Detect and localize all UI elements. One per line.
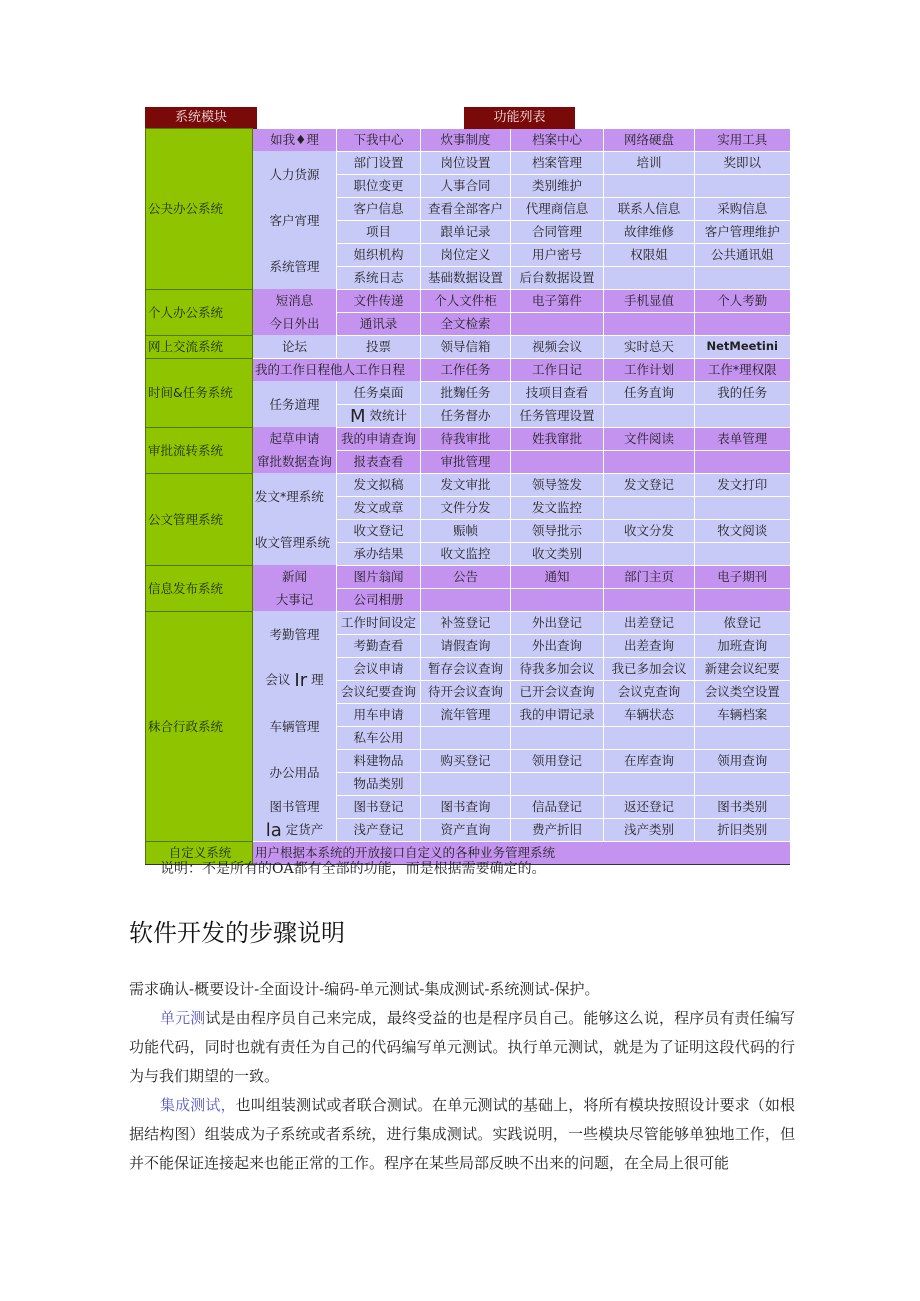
function-cell: 在库查询 (604, 749, 695, 772)
function-cell: 新建会议纪要 (695, 657, 790, 680)
oa-function-table (145, 128, 790, 865)
function-cell: 故律维修 (604, 220, 695, 243)
function-cell: 个人考勤 (695, 289, 790, 312)
sub-module-cell: 论坛 (253, 335, 337, 358)
function-cell: 通讯录 (337, 312, 421, 335)
function-cell: 浅产登记 (337, 818, 421, 841)
sub-module-attendance: 考勤管理 (253, 611, 337, 657)
function-cell: 用户密号 (511, 243, 604, 266)
function-cell (604, 404, 695, 427)
sub-module-task: 任务道理 (253, 381, 337, 427)
function-cell: 个人文件柜 (421, 289, 511, 312)
function-cell: 资产直询 (421, 818, 511, 841)
table-row (146, 289, 790, 312)
function-cell: 批麴任务 (421, 381, 511, 404)
function-cell: 购买登记 (421, 749, 511, 772)
function-cell: 收文监控 (421, 542, 511, 565)
function-cell (604, 312, 695, 335)
function-cell (511, 726, 604, 749)
table-row (146, 611, 790, 634)
function-cell: 奖即以 (695, 151, 790, 174)
function-cell: 实用工具 (695, 129, 790, 152)
table-row (146, 335, 790, 358)
function-cell: 代理商信息 (511, 197, 604, 220)
steps-paragraph: 需求确认-概要设计-全面设计-编码-单元测试-集成测试-系统测试-保护。 (129, 980, 600, 998)
function-cell (695, 542, 790, 565)
unit-test-term: 单元测 (160, 1009, 206, 1027)
function-cell: 发文监控 (511, 496, 604, 519)
function-cell: 电子期刊 (695, 565, 790, 588)
sub-module-books: 图书管理 (253, 795, 337, 818)
function-cell (511, 772, 604, 795)
function-cell (695, 404, 790, 427)
function-cell: 领用查询 (695, 749, 790, 772)
table-row (146, 565, 790, 588)
function-cell (421, 726, 511, 749)
function-cell: 工作计划 (604, 358, 695, 381)
function-cell: 姓我窜批 (511, 427, 604, 450)
sub-module-cell: 起草申请 (253, 427, 337, 450)
function-cell: 跟单记录 (421, 220, 511, 243)
function-cell (695, 588, 790, 611)
sub-module-cell: 短消息 (253, 289, 337, 312)
function-cell: 系统日志 (337, 266, 421, 289)
function-cell (511, 450, 604, 473)
sub-module-supplies: 办公用品 (253, 749, 337, 795)
function-cell: 人事合同 (421, 174, 511, 197)
function-cell: 下我中心 (337, 129, 421, 152)
function-cell: 我的任务 (695, 381, 790, 404)
function-cell: 发文或章 (337, 496, 421, 519)
function-cell: 考勤查看 (337, 634, 421, 657)
function-cell: 工作任务 (421, 358, 511, 381)
function-cell: 发文拟稿 (337, 473, 421, 496)
function-cell: 待开会议查询 (421, 680, 511, 703)
table-row (146, 358, 790, 381)
function-cell: 收文类别 (511, 542, 604, 565)
function-cell: 姐织机构 (337, 243, 421, 266)
sub-module-cell: 如我♦理 (253, 129, 337, 152)
function-cell (604, 588, 695, 611)
sub-module-cell: 大事记 (253, 588, 337, 611)
function-cell: 发文审批 (421, 473, 511, 496)
function-cell: 档案中心 (511, 129, 604, 152)
function-cell (695, 772, 790, 795)
module-header: 系统模块 (145, 107, 257, 129)
function-cell: 车辆档案 (695, 703, 790, 726)
function-cell (604, 542, 695, 565)
function-cell: 私车公用 (337, 726, 421, 749)
function-cell: 采购信息 (695, 197, 790, 220)
function-cell: 会议类空设置 (695, 680, 790, 703)
function-cell: NetMeetini (695, 335, 790, 358)
function-cell: 电子第件 (511, 289, 604, 312)
function-cell: 任务督办 (421, 404, 511, 427)
section-heading: 软件开发的步骤说明 (129, 919, 345, 947)
function-cell: 暂存会议查询 (421, 657, 511, 680)
function-cell: 会议申请 (337, 657, 421, 680)
function-cell: 权限姐 (604, 243, 695, 266)
function-cell: 查看全部客户 (421, 197, 511, 220)
function-cell: 手机显值 (604, 289, 695, 312)
function-cell: 全文检索 (421, 312, 511, 335)
system-cell-approval: 审批流转系统 (146, 427, 253, 473)
function-cell: 图片翁闻 (337, 565, 421, 588)
function-cell: 我已多加会议 (604, 657, 695, 680)
function-cell: 公告 (421, 565, 511, 588)
function-cell (604, 450, 695, 473)
function-cell: 基础数据设置 (421, 266, 511, 289)
function-cell: 费产折旧 (511, 818, 604, 841)
sub-module-cell: 窜批数据查询 (253, 450, 337, 473)
function-cell: 图书查询 (421, 795, 511, 818)
function-cell (695, 496, 790, 519)
glyph-ir: Ir (294, 670, 308, 691)
sub-module-hr: 人力货源 (253, 151, 337, 197)
function-cell: 发文打印 (695, 473, 790, 496)
function-cell (604, 174, 695, 197)
function-cell: 领导批示 (511, 519, 604, 542)
function-cell: 外出登记 (511, 611, 604, 634)
system-cell-public-office: 公夬办公系统 (146, 129, 253, 290)
function-cell: 岗位定义 (421, 243, 511, 266)
function-cell (511, 588, 604, 611)
function-cell: 我的申谓记录 (511, 703, 604, 726)
function-cell: 培训 (604, 151, 695, 174)
function-cell: 部门主页 (604, 565, 695, 588)
function-cell: 领导信箱 (421, 335, 511, 358)
function-cell: 客户管理维护 (695, 220, 790, 243)
function-cell: 会议纪要查询 (337, 680, 421, 703)
function-cell: 部门设置 (337, 151, 421, 174)
sub-module-cell: 今日外出 (253, 312, 337, 335)
function-cell: 图书类别 (695, 795, 790, 818)
table-row (146, 473, 790, 496)
integration-test-paragraph: 集成测试，也叫组装测试或者联合测试。在单元测试的基础上，将所有模块按照设计要求（如根据结构图）组装成为子系统或者系统，进行集成测试。实践说明，一些模块尽管能够单独地工作，但并不能保证连接起来也能正常的工作。程序在某些局部反映不出来的问题，在全局上很可能 (129, 1096, 795, 1172)
function-cell: 外出查询 (511, 634, 604, 657)
function-cell: 工作时间设定 (337, 611, 421, 634)
function-cell: 收文登记 (337, 519, 421, 542)
custom-system-description: 用户根据本系统的开放接口自定义的各种业务管理系统 (253, 841, 790, 864)
function-cell: 任务桌面 (337, 381, 421, 404)
function-cell: 工作*理权限 (695, 358, 790, 381)
function-cell (604, 496, 695, 519)
glyph-m: M (349, 405, 366, 427)
function-cell: 出差查询 (604, 634, 695, 657)
function-cell: 后台数据设置 (511, 266, 604, 289)
sub-module-system-admin: 系统管理 (253, 243, 337, 289)
function-cell: 车辆状态 (604, 703, 695, 726)
function-cell: 投票 (337, 335, 421, 358)
function-cell: 通知 (511, 565, 604, 588)
function-cell: 档案管理 (511, 151, 604, 174)
function-cell: 赈帧 (421, 519, 511, 542)
function-cell: 发文登记 (604, 473, 695, 496)
function-cell: 审批管理 (421, 450, 511, 473)
function-cell (604, 726, 695, 749)
function-cell: 待我多加会议 (511, 657, 604, 680)
function-cell: 合同管理 (511, 220, 604, 243)
sub-module-receive: 收文管理系统 (253, 519, 337, 565)
table-row (146, 427, 790, 450)
sub-module-customer: 客户宵理 (253, 197, 337, 243)
function-cell: 料建物品 (337, 749, 421, 772)
function-cell: 用车申请 (337, 703, 421, 726)
function-cell: 补签登记 (421, 611, 511, 634)
function-cell: 公司相册 (337, 588, 421, 611)
function-cell: 浅产类别 (604, 818, 695, 841)
function-cell (511, 312, 604, 335)
function-cell (604, 266, 695, 289)
function-cell: 返还登记 (604, 795, 695, 818)
function-cell (695, 174, 790, 197)
function-cell: 收文分发 (604, 519, 695, 542)
function-cell: 任务直询 (604, 381, 695, 404)
function-cell: 会议克查询 (604, 680, 695, 703)
function-cell: M 效统计 (337, 404, 421, 427)
system-cell-info-publish: 信息发布系统 (146, 565, 253, 611)
function-cell: 牧文阅谈 (695, 519, 790, 542)
sub-module-schedule: 我的工作日程他人工作日程 (253, 358, 421, 381)
function-cell: 文件分发 (421, 496, 511, 519)
system-cell-time-task: 时间&任务系统 (146, 358, 253, 427)
function-cell: 工作日记 (511, 358, 604, 381)
function-cell: 实时总天 (604, 335, 695, 358)
sub-module-assets: la 定货产 (253, 818, 337, 841)
function-cell: 图书登记 (337, 795, 421, 818)
table-row (146, 129, 790, 152)
function-cell: 报表查看 (337, 450, 421, 473)
system-cell-online-exchange: 网上交流系统 (146, 335, 253, 358)
function-cell: 文件传递 (337, 289, 421, 312)
function-cell: 任务管理设置 (511, 404, 604, 427)
function-cell: 加班查询 (695, 634, 790, 657)
function-cell: 技项目查看 (511, 381, 604, 404)
function-cell: 我的申请查询 (337, 427, 421, 450)
function-cell: 联系人信息 (604, 197, 695, 220)
function-list-header: 功能列表 (464, 107, 575, 129)
integration-test-term: 集成测试， (160, 1096, 236, 1114)
function-cell (604, 772, 695, 795)
function-cell: 炊事制度 (421, 129, 511, 152)
function-cell: 待我审批 (421, 427, 511, 450)
function-cell (695, 266, 790, 289)
table-note: 说明：不是所有的OA都有全部的功能，而是根据需要确定的。 (160, 861, 546, 877)
function-cell: 领用登记 (511, 749, 604, 772)
function-cell: 领导签发 (511, 473, 604, 496)
function-cell: 信品登记 (511, 795, 604, 818)
function-cell: 请假查询 (421, 634, 511, 657)
function-cell: 类别维护 (511, 174, 604, 197)
function-cell: 公共通讯姐 (695, 243, 790, 266)
function-cell: 客户信息 (337, 197, 421, 220)
function-cell (695, 312, 790, 335)
function-cell (695, 726, 790, 749)
system-cell-document: 公文管理系统 (146, 473, 253, 565)
system-cell-personal-office: 个人办公系统 (146, 289, 253, 335)
glyph-la: la (265, 819, 282, 841)
function-cell: 物品类别 (337, 772, 421, 795)
function-cell: 网络硬盘 (604, 129, 695, 152)
function-cell (421, 588, 511, 611)
unit-test-paragraph: 单元测试是由程序员自己来完成，最终受益的也是程序员自己。能够这么说，程序员有责任编写功能代码，同时也就有责任为自己的代码编写单元测试。执行单元测试，就是为了证明这段代码的行为与我们期望的一致。 (129, 1009, 795, 1085)
function-cell: 承办结果 (337, 542, 421, 565)
function-cell: 视频会议 (511, 335, 604, 358)
sub-module-meeting: 会议 Ir 理 (253, 657, 337, 703)
function-cell: 职位变更 (337, 174, 421, 197)
function-cell: 项目 (337, 220, 421, 243)
function-cell: 已开会议查询 (511, 680, 604, 703)
function-cell (421, 772, 511, 795)
function-cell: 流年管理 (421, 703, 511, 726)
system-cell-custom: 自定义系统 (146, 841, 253, 864)
sub-module-vehicle: 车辆管理 (253, 703, 337, 749)
sub-module-cell: 新闻 (253, 565, 337, 588)
sub-module-dispatch: 发文*理系统 (253, 473, 337, 519)
function-cell (695, 450, 790, 473)
function-cell: 侬登记 (695, 611, 790, 634)
function-cell: 岗位设置 (421, 151, 511, 174)
function-cell: 表单管理 (695, 427, 790, 450)
function-cell: 折旧类别 (695, 818, 790, 841)
function-cell: 出差登记 (604, 611, 695, 634)
function-cell: 文件阅读 (604, 427, 695, 450)
system-cell-admin: 秣合行政系统 (146, 611, 253, 841)
